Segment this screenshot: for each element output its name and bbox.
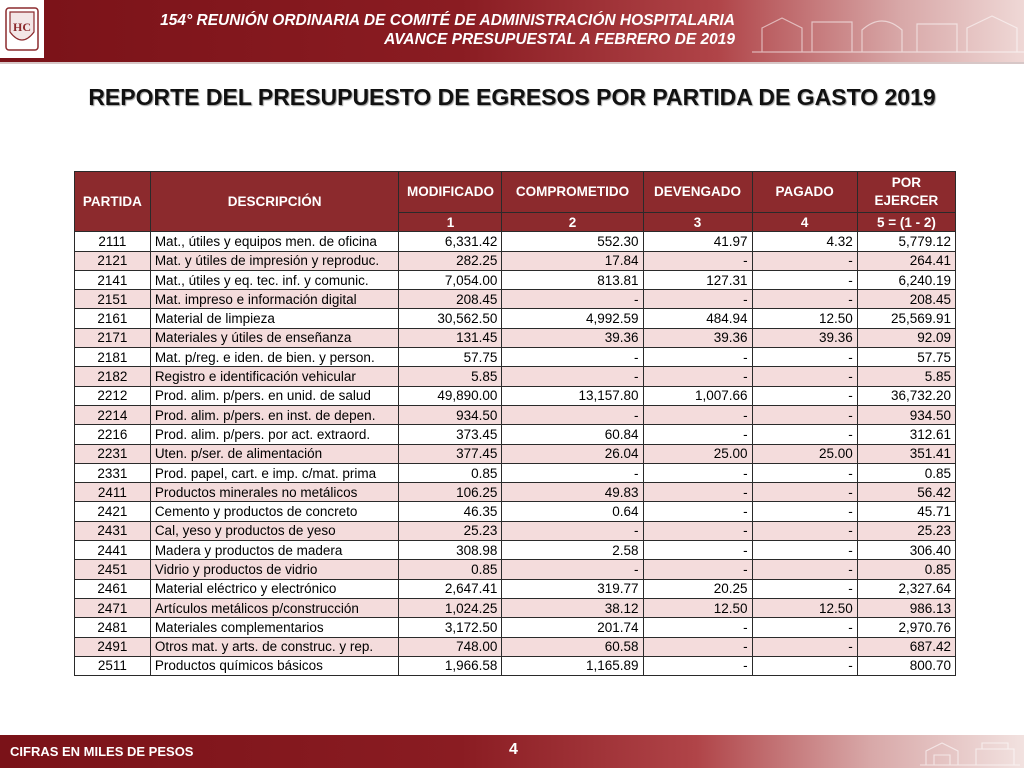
table-row (75, 541, 956, 560)
budget-table (74, 171, 956, 676)
cell-descripcion: Prod. papel, cart. e imp. c/mat. prima (150, 463, 399, 482)
col-header-pagado: PAGADO (752, 172, 857, 213)
cell-devengado: - (643, 541, 752, 560)
cell-partida: 2491 (75, 637, 151, 656)
cell-por-ejercer: 25.23 (857, 521, 955, 540)
cell-por-ejercer: 92.09 (857, 328, 955, 347)
cell-descripcion: Cal, yeso y productos de yeso (150, 521, 399, 540)
cell-modificado: 7,054.00 (399, 270, 502, 289)
cell-descripcion: Prod. alim. p/pers. por act. extraord. (150, 425, 399, 444)
cell-partida: 2421 (75, 502, 151, 521)
cell-por-ejercer: 5,779.12 (857, 232, 955, 251)
table-row (75, 521, 956, 540)
cell-comprometido: 60.58 (502, 637, 643, 656)
cell-comprometido: 0.64 (502, 502, 643, 521)
cell-devengado: 20.25 (643, 579, 752, 598)
cell-partida: 2151 (75, 290, 151, 309)
cell-pagado: - (752, 637, 857, 656)
cell-pagado: - (752, 502, 857, 521)
table-row (75, 483, 956, 502)
col-header-por-ejercer (857, 172, 955, 213)
cell-devengado: - (643, 367, 752, 386)
cell-partida: 2111 (75, 232, 151, 251)
cell-comprometido: - (502, 463, 643, 482)
cell-comprometido: 2.58 (502, 541, 643, 560)
logo-text: HC (13, 20, 31, 34)
cell-modificado: 282.25 (399, 251, 502, 270)
hospital-building-icon (920, 737, 1020, 767)
cell-pagado: - (752, 386, 857, 405)
cell-modificado: 30,562.50 (399, 309, 502, 328)
cell-pagado: - (752, 290, 857, 309)
subheader-cell: 1 (399, 213, 502, 232)
table-row (75, 348, 956, 367)
table-row (75, 598, 956, 617)
cell-devengado: - (643, 637, 752, 656)
cell-pagado: - (752, 367, 857, 386)
table-row (75, 463, 956, 482)
cell-modificado: 0.85 (399, 560, 502, 579)
subheader-cell: 2 (502, 213, 643, 232)
cell-partida: 2481 (75, 618, 151, 637)
table-row (75, 270, 956, 289)
cell-descripcion: Material de limpieza (150, 309, 399, 328)
cell-por-ejercer: 2,327.64 (857, 579, 955, 598)
header-bar (0, 0, 1024, 64)
cell-por-ejercer: 687.42 (857, 637, 955, 656)
cell-pagado: - (752, 348, 857, 367)
cell-por-ejercer: 934.50 (857, 405, 955, 424)
cell-modificado: 49,890.00 (399, 386, 502, 405)
por-ejercer-line-1: POR (891, 175, 922, 190)
cell-modificado: 106.25 (399, 483, 502, 502)
cell-partida: 2161 (75, 309, 151, 328)
cell-comprometido: 13,157.80 (502, 386, 643, 405)
cell-devengado: - (643, 521, 752, 540)
table-row (75, 367, 956, 386)
cell-comprometido: 4,992.59 (502, 309, 643, 328)
cell-por-ejercer: 306.40 (857, 541, 955, 560)
cell-por-ejercer: 57.75 (857, 348, 955, 367)
cell-pagado: 39.36 (752, 328, 857, 347)
table-header-row (75, 172, 956, 213)
cell-devengado: - (643, 290, 752, 309)
cell-por-ejercer: 351.41 (857, 444, 955, 463)
logo (0, 0, 44, 58)
header-decoration (752, 8, 1024, 56)
subheader-cell: 4 (752, 213, 857, 232)
cell-pagado: - (752, 425, 857, 444)
cell-comprometido: 17.84 (502, 251, 643, 270)
cell-comprometido: - (502, 367, 643, 386)
cell-descripcion: Material eléctrico y electrónico (150, 579, 399, 598)
cell-partida: 2451 (75, 560, 151, 579)
cell-descripcion: Mat. y útiles de impresión y reproduc. (150, 251, 399, 270)
cell-modificado: 2,647.41 (399, 579, 502, 598)
header-line-2: AVANCE PRESUPUESTAL A FEBRERO DE 2019 (384, 31, 735, 48)
cell-comprometido: - (502, 560, 643, 579)
table-row (75, 405, 956, 424)
cell-devengado: 39.36 (643, 328, 752, 347)
table-row (75, 560, 956, 579)
cell-modificado: 208.45 (399, 290, 502, 309)
cell-partida: 2121 (75, 251, 151, 270)
footer-bar (0, 735, 1024, 768)
cell-modificado: 6,331.42 (399, 232, 502, 251)
table-row (75, 309, 956, 328)
cell-devengado: - (643, 656, 752, 675)
cell-por-ejercer: 986.13 (857, 598, 955, 617)
cell-pagado: - (752, 541, 857, 560)
header-title-block (90, 11, 735, 49)
page-title: REPORTE DEL PRESUPUESTO DE EGRESOS POR PARTIDA DE GASTO 2019 (88, 84, 936, 110)
cell-pagado: - (752, 521, 857, 540)
cell-pagado: - (752, 656, 857, 675)
col-header-partida: PARTIDA (75, 172, 151, 232)
cell-pagado: - (752, 251, 857, 270)
cell-descripcion: Productos minerales no metálicos (150, 483, 399, 502)
cell-partida: 2171 (75, 328, 151, 347)
cell-partida: 2141 (75, 270, 151, 289)
cell-modificado: 748.00 (399, 637, 502, 656)
cell-comprometido: 1,165.89 (502, 656, 643, 675)
cell-por-ejercer: 5.85 (857, 367, 955, 386)
col-header-modificado: MODIFICADO (399, 172, 502, 213)
cell-modificado: 373.45 (399, 425, 502, 444)
cell-partida: 2461 (75, 579, 151, 598)
cell-descripcion: Mat., útiles y equipos men. de oficina (150, 232, 399, 251)
cell-descripcion: Materiales complementarios (150, 618, 399, 637)
cell-partida: 2181 (75, 348, 151, 367)
cell-pagado: - (752, 579, 857, 598)
cell-pagado: 4.32 (752, 232, 857, 251)
cell-modificado: 1,966.58 (399, 656, 502, 675)
cell-por-ejercer: 0.85 (857, 463, 955, 482)
cell-devengado: - (643, 463, 752, 482)
cell-devengado: 25.00 (643, 444, 752, 463)
cell-devengado: - (643, 348, 752, 367)
cell-por-ejercer: 56.42 (857, 483, 955, 502)
cell-por-ejercer: 264.41 (857, 251, 955, 270)
table-row (75, 637, 956, 656)
cell-descripcion: Cemento y productos de concreto (150, 502, 399, 521)
cell-por-ejercer: 36,732.20 (857, 386, 955, 405)
table-row (75, 251, 956, 270)
cell-comprometido: - (502, 290, 643, 309)
table-row (75, 618, 956, 637)
hospital-crest-icon (4, 4, 40, 54)
cell-devengado: 1,007.66 (643, 386, 752, 405)
cell-modificado: 1,024.25 (399, 598, 502, 617)
cell-devengado: 484.94 (643, 309, 752, 328)
cell-comprometido: 49.83 (502, 483, 643, 502)
cell-descripcion: Prod. alim. p/pers. en inst. de depen. (150, 405, 399, 424)
cell-por-ejercer: 800.70 (857, 656, 955, 675)
cell-modificado: 0.85 (399, 463, 502, 482)
cell-partida: 2214 (75, 405, 151, 424)
cell-pagado: - (752, 618, 857, 637)
cell-por-ejercer: 2,970.76 (857, 618, 955, 637)
cell-comprometido: 38.12 (502, 598, 643, 617)
cell-devengado: 41.97 (643, 232, 752, 251)
header-line-1: 154° REUNIÓN ORDINARIA DE COMITÉ DE ADMINISTRACIÓN HOSPITALARIA (160, 12, 735, 29)
table-body (75, 232, 956, 676)
col-header-descripcion: DESCRIPCIÓN (150, 172, 399, 232)
cell-devengado: 127.31 (643, 270, 752, 289)
cell-modificado: 46.35 (399, 502, 502, 521)
cell-devengado: - (643, 560, 752, 579)
cell-descripcion: Mat., útiles y eq. tec. inf. y comunic. (150, 270, 399, 289)
cell-devengado: - (643, 405, 752, 424)
cell-por-ejercer: 45.71 (857, 502, 955, 521)
cell-modificado: 25.23 (399, 521, 502, 540)
cell-comprometido: 201.74 (502, 618, 643, 637)
cell-modificado: 5.85 (399, 367, 502, 386)
cell-descripcion: Productos químicos básicos (150, 656, 399, 675)
cell-por-ejercer: 6,240.19 (857, 270, 955, 289)
cell-modificado: 377.45 (399, 444, 502, 463)
cell-modificado: 934.50 (399, 405, 502, 424)
cell-descripcion: Madera y productos de madera (150, 541, 399, 560)
table-row (75, 290, 956, 309)
footer-note: CIFRAS EN MILES DE PESOS (10, 744, 194, 759)
cell-pagado: - (752, 483, 857, 502)
cell-pagado: - (752, 463, 857, 482)
cell-partida: 2431 (75, 521, 151, 540)
cell-comprometido: 552.30 (502, 232, 643, 251)
cell-pagado: 25.00 (752, 444, 857, 463)
cell-descripcion: Vidrio y productos de vidrio (150, 560, 399, 579)
cell-modificado: 57.75 (399, 348, 502, 367)
cell-descripcion: Otros mat. y arts. de construc. y rep. (150, 637, 399, 656)
cell-comprometido: - (502, 521, 643, 540)
cell-por-ejercer: 0.85 (857, 560, 955, 579)
cell-partida: 2511 (75, 656, 151, 675)
cell-devengado: - (643, 251, 752, 270)
cell-devengado: - (643, 502, 752, 521)
cell-partida: 2212 (75, 386, 151, 405)
cell-pagado: - (752, 560, 857, 579)
cell-devengado: - (643, 618, 752, 637)
cell-comprometido: 813.81 (502, 270, 643, 289)
cell-modificado: 3,172.50 (399, 618, 502, 637)
cell-partida: 2471 (75, 598, 151, 617)
cell-modificado: 308.98 (399, 541, 502, 560)
cell-pagado: - (752, 270, 857, 289)
subheader-cell: 5 = (1 - 2) (857, 213, 955, 232)
cell-devengado: 12.50 (643, 598, 752, 617)
table-row (75, 656, 956, 675)
table-row (75, 232, 956, 251)
cell-pagado: 12.50 (752, 309, 857, 328)
cell-devengado: - (643, 483, 752, 502)
cell-comprometido: - (502, 348, 643, 367)
cell-comprometido: 39.36 (502, 328, 643, 347)
cell-pagado: 12.50 (752, 598, 857, 617)
cell-comprometido: 60.84 (502, 425, 643, 444)
cell-descripcion: Mat. p/reg. e iden. de bien. y person. (150, 348, 399, 367)
cell-descripcion: Prod. alim. p/pers. en unid. de salud (150, 386, 399, 405)
cell-modificado: 131.45 (399, 328, 502, 347)
cell-descripcion: Registro e identificación vehicular (150, 367, 399, 386)
table-row (75, 579, 956, 598)
cell-comprometido: 26.04 (502, 444, 643, 463)
cell-partida: 2216 (75, 425, 151, 444)
cell-partida: 2182 (75, 367, 151, 386)
cell-devengado: - (643, 425, 752, 444)
col-header-comprometido: COMPROMETIDO (502, 172, 643, 213)
cell-descripcion: Materiales y útiles de enseñanza (150, 328, 399, 347)
cell-comprometido: 319.77 (502, 579, 643, 598)
cell-por-ejercer: 312.61 (857, 425, 955, 444)
table-row (75, 502, 956, 521)
cell-por-ejercer: 25,569.91 (857, 309, 955, 328)
cell-descripcion: Uten. p/ser. de alimentación (150, 444, 399, 463)
cell-partida: 2331 (75, 463, 151, 482)
col-header-devengado: DEVENGADO (643, 172, 752, 213)
cell-comprometido: - (502, 405, 643, 424)
cell-pagado: - (752, 405, 857, 424)
cell-descripcion: Mat. impreso e información digital (150, 290, 399, 309)
page-number: 4 (509, 741, 518, 758)
cell-por-ejercer: 208.45 (857, 290, 955, 309)
cell-partida: 2411 (75, 483, 151, 502)
cell-partida: 2441 (75, 541, 151, 560)
subheader-cell: 3 (643, 213, 752, 232)
cell-partida: 2231 (75, 444, 151, 463)
table-row (75, 328, 956, 347)
cell-descripcion: Artículos metálicos p/construcción (150, 598, 399, 617)
table-row (75, 444, 956, 463)
table-row (75, 386, 956, 405)
table-row (75, 425, 956, 444)
por-ejercer-line-2: EJERCER (874, 193, 939, 208)
